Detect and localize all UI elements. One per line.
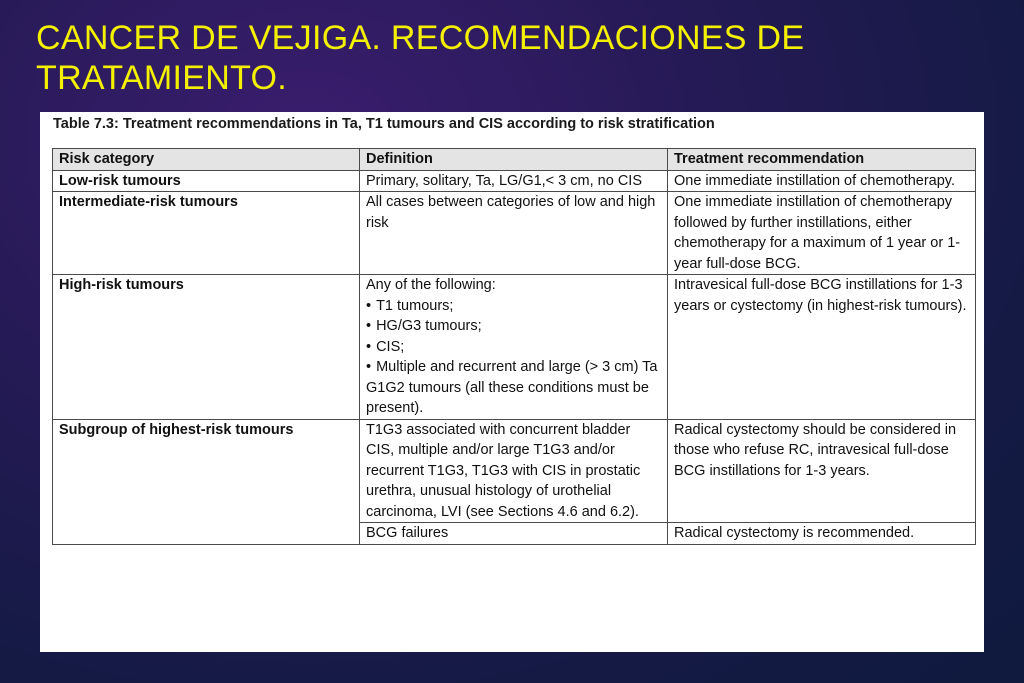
slide-title: CANCER DE VEJIGA. RECOMENDACIONES DE TRATAMIENTO. [36,19,805,97]
cell-bcg-definition: BCG failures [360,523,668,545]
table-row [53,275,976,420]
cell-high-category: High-risk tumours [53,275,360,420]
high-definition-list [366,296,661,419]
cell-intermediate-category: Intermediate-risk tumours [53,192,360,275]
table-row [53,170,976,192]
list-item: • Multiple and recurrent and large (> 3 cm) Ta G1G2 tumours (all these conditions must be present). [366,357,661,419]
risk-table [52,148,976,545]
cell-highest-treatment: Radical cystectomy should be considered in those who refuse RC, intravesical full-dose BCG instillations for 1-3 years. [668,419,976,523]
header-risk-category: Risk category [53,149,360,171]
list-item: • HG/G3 tumours; [366,316,661,337]
list-item: • CIS; [366,337,661,358]
table-header-row [53,149,976,171]
table-row [53,419,976,523]
cell-highest-definition: T1G3 associated with concurrent bladder CIS, multiple and/or large T1G3 and/or recurrent T1G3, T1G3 with CIS in prostatic urethra, unusual histology of urothelial carcinoma, LVI (see Sections 4.6 and 6.2). [360,419,668,523]
table-image [40,112,984,652]
table-caption: Table 7.3: Treatment recommendations in Ta, T1 tumours and CIS according to risk stratification [53,116,715,132]
header-treatment: Treatment recommendation [668,149,976,171]
cell-intermediate-definition: All cases between categories of low and high risk [360,192,668,275]
cell-low-category: Low-risk tumours [53,170,360,192]
cell-highest-category: Subgroup of highest-risk tumours [53,419,360,544]
cell-low-definition: Primary, solitary, Ta, LG/G1,< 3 cm, no CIS [360,170,668,192]
header-definition: Definition [360,149,668,171]
table-row [53,192,976,275]
cell-high-definition [360,275,668,420]
high-definition-intro: Any of the following: [366,277,496,293]
cell-high-treatment: Intravesical full-dose BCG instillations for 1-3 years or cystectomy (in highest-risk tumours). [668,275,976,420]
cell-bcg-treatment: Radical cystectomy is recommended. [668,523,976,545]
cell-intermediate-treatment: One immediate instillation of chemotherapy followed by further instillations, either chemotherapy for a maximum of 1 year or 1-year full-dose BCG. [668,192,976,275]
cell-low-treatment: One immediate instillation of chemotherapy. [668,170,976,192]
list-item: • T1 tumours; [366,296,661,317]
